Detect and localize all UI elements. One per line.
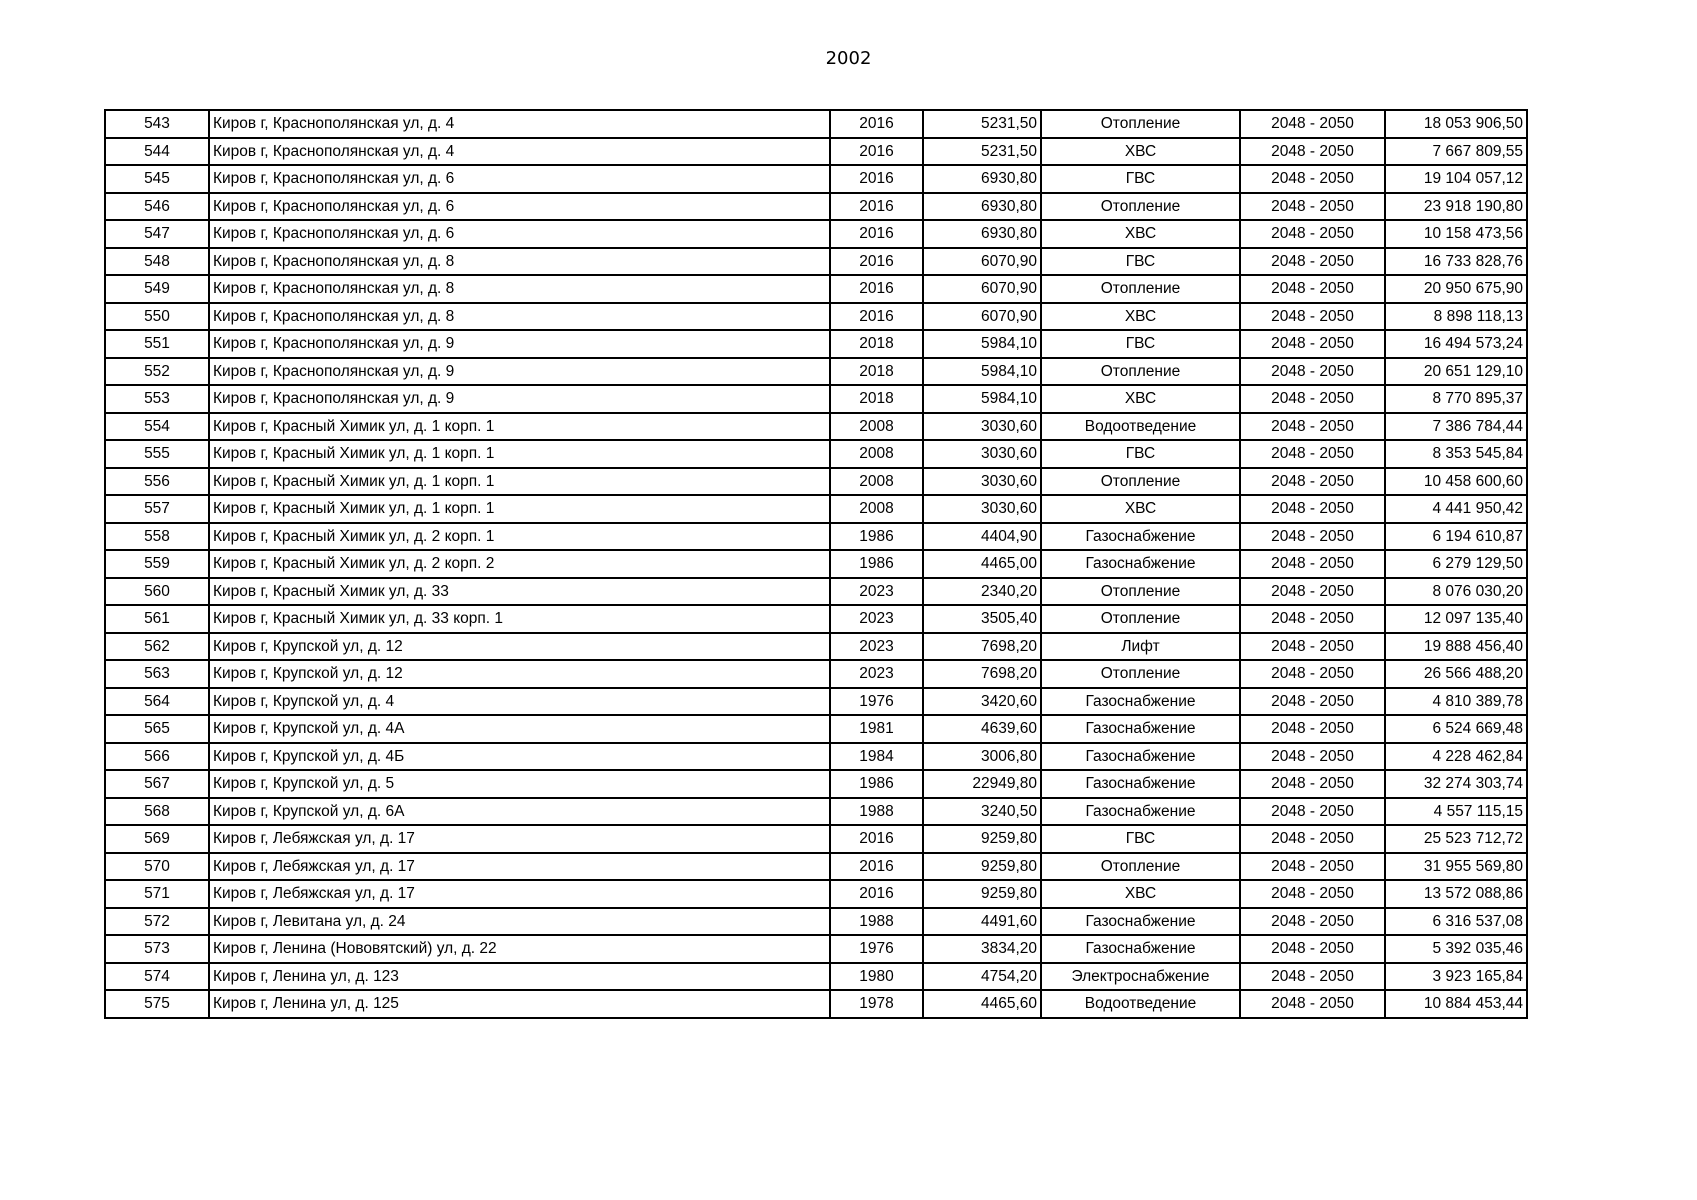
- row-number: 553: [105, 385, 209, 413]
- cost-cell: 13 572 088,86: [1385, 880, 1527, 908]
- year-cell: 2023: [830, 578, 923, 606]
- year-cell: 2016: [830, 275, 923, 303]
- cost-cell: 26 566 488,20: [1385, 660, 1527, 688]
- year-cell: 2018: [830, 330, 923, 358]
- service-cell: Газоснабжение: [1041, 908, 1240, 936]
- year-cell: 2016: [830, 138, 923, 166]
- row-number: 568: [105, 798, 209, 826]
- address-cell: Киров г, Краснополянская ул, д. 6: [209, 220, 830, 248]
- address-cell: Киров г, Лебяжская ул, д. 17: [209, 825, 830, 853]
- cost-cell: 6 316 537,08: [1385, 908, 1527, 936]
- address-cell: Киров г, Краснополянская ул, д. 8: [209, 275, 830, 303]
- service-cell: ГВС: [1041, 440, 1240, 468]
- year-cell: 1980: [830, 963, 923, 991]
- service-cell: ХВС: [1041, 385, 1240, 413]
- table-row: [105, 715, 1527, 743]
- table-row: [105, 110, 1527, 138]
- address-cell: Киров г, Крупской ул, д. 4А: [209, 715, 830, 743]
- area-cell: 22949,80: [923, 770, 1041, 798]
- table-row: [105, 385, 1527, 413]
- service-cell: Водоотведение: [1041, 413, 1240, 441]
- table-row: [105, 413, 1527, 441]
- area-cell: 6930,80: [923, 165, 1041, 193]
- address-cell: Киров г, Красный Химик ул, д. 2 корп. 1: [209, 523, 830, 551]
- year-cell: 2023: [830, 633, 923, 661]
- address-cell: Киров г, Ленина ул, д. 125: [209, 990, 830, 1018]
- area-cell: 2340,20: [923, 578, 1041, 606]
- row-number: 549: [105, 275, 209, 303]
- service-cell: ГВС: [1041, 248, 1240, 276]
- cost-cell: 12 097 135,40: [1385, 605, 1527, 633]
- address-cell: Киров г, Краснополянская ул, д. 4: [209, 138, 830, 166]
- service-cell: Отопление: [1041, 358, 1240, 386]
- row-number: 557: [105, 495, 209, 523]
- period-cell: 2048 - 2050: [1240, 743, 1385, 771]
- row-number: 559: [105, 550, 209, 578]
- period-cell: 2048 - 2050: [1240, 908, 1385, 936]
- cost-cell: 18 053 906,50: [1385, 110, 1527, 138]
- year-cell: 2023: [830, 660, 923, 688]
- service-cell: Газоснабжение: [1041, 935, 1240, 963]
- service-cell: ГВС: [1041, 165, 1240, 193]
- period-cell: 2048 - 2050: [1240, 688, 1385, 716]
- row-number: 544: [105, 138, 209, 166]
- service-cell: Газоснабжение: [1041, 715, 1240, 743]
- area-cell: 3006,80: [923, 743, 1041, 771]
- year-cell: 1988: [830, 908, 923, 936]
- area-cell: 3030,60: [923, 468, 1041, 496]
- period-cell: 2048 - 2050: [1240, 605, 1385, 633]
- period-cell: 2048 - 2050: [1240, 935, 1385, 963]
- period-cell: 2048 - 2050: [1240, 495, 1385, 523]
- year-cell: 2023: [830, 605, 923, 633]
- period-cell: 2048 - 2050: [1240, 303, 1385, 331]
- table-body: [105, 110, 1527, 1018]
- year-cell: 1986: [830, 770, 923, 798]
- period-cell: 2048 - 2050: [1240, 578, 1385, 606]
- period-cell: 2048 - 2050: [1240, 825, 1385, 853]
- service-cell: Отопление: [1041, 110, 1240, 138]
- period-cell: 2048 - 2050: [1240, 660, 1385, 688]
- address-cell: Киров г, Краснополянская ул, д. 4: [209, 110, 830, 138]
- area-cell: 6930,80: [923, 193, 1041, 221]
- table-row: [105, 275, 1527, 303]
- table-row: [105, 495, 1527, 523]
- cost-cell: 10 884 453,44: [1385, 990, 1527, 1018]
- service-cell: ХВС: [1041, 303, 1240, 331]
- year-cell: 2008: [830, 440, 923, 468]
- cost-cell: 19 888 456,40: [1385, 633, 1527, 661]
- cost-cell: 8 770 895,37: [1385, 385, 1527, 413]
- area-cell: 4754,20: [923, 963, 1041, 991]
- year-cell: 1976: [830, 935, 923, 963]
- period-cell: 2048 - 2050: [1240, 990, 1385, 1018]
- row-number: 567: [105, 770, 209, 798]
- service-cell: Отопление: [1041, 193, 1240, 221]
- table-row: [105, 605, 1527, 633]
- period-cell: 2048 - 2050: [1240, 275, 1385, 303]
- cost-cell: 16 733 828,76: [1385, 248, 1527, 276]
- table-row: [105, 853, 1527, 881]
- area-cell: 6070,90: [923, 275, 1041, 303]
- period-cell: 2048 - 2050: [1240, 798, 1385, 826]
- table-row: [105, 798, 1527, 826]
- area-cell: 3505,40: [923, 605, 1041, 633]
- period-cell: 2048 - 2050: [1240, 330, 1385, 358]
- area-cell: 4465,00: [923, 550, 1041, 578]
- service-cell: Отопление: [1041, 578, 1240, 606]
- year-cell: 1981: [830, 715, 923, 743]
- period-cell: 2048 - 2050: [1240, 770, 1385, 798]
- table-row: [105, 303, 1527, 331]
- table-row: [105, 550, 1527, 578]
- cost-cell: 6 194 610,87: [1385, 523, 1527, 551]
- period-cell: 2048 - 2050: [1240, 440, 1385, 468]
- address-cell: Киров г, Ленина (Нововятский) ул, д. 22: [209, 935, 830, 963]
- period-cell: 2048 - 2050: [1240, 963, 1385, 991]
- service-cell: ХВС: [1041, 220, 1240, 248]
- row-number: 574: [105, 963, 209, 991]
- table-row: [105, 633, 1527, 661]
- year-cell: 2016: [830, 880, 923, 908]
- table-row: [105, 770, 1527, 798]
- cost-cell: 3 923 165,84: [1385, 963, 1527, 991]
- service-cell: ХВС: [1041, 880, 1240, 908]
- row-number: 573: [105, 935, 209, 963]
- row-number: 548: [105, 248, 209, 276]
- table-row: [105, 220, 1527, 248]
- row-number: 562: [105, 633, 209, 661]
- period-cell: 2048 - 2050: [1240, 413, 1385, 441]
- service-cell: Лифт: [1041, 633, 1240, 661]
- row-number: 554: [105, 413, 209, 441]
- area-cell: 3834,20: [923, 935, 1041, 963]
- period-cell: 2048 - 2050: [1240, 138, 1385, 166]
- address-cell: Киров г, Лебяжская ул, д. 17: [209, 880, 830, 908]
- area-cell: 5231,50: [923, 110, 1041, 138]
- year-cell: 1986: [830, 550, 923, 578]
- address-cell: Киров г, Красный Химик ул, д. 2 корп. 2: [209, 550, 830, 578]
- service-cell: ГВС: [1041, 330, 1240, 358]
- year-cell: 2008: [830, 468, 923, 496]
- cost-cell: 20 950 675,90: [1385, 275, 1527, 303]
- row-number: 543: [105, 110, 209, 138]
- period-cell: 2048 - 2050: [1240, 853, 1385, 881]
- service-cell: Отопление: [1041, 660, 1240, 688]
- cost-cell: 8 353 545,84: [1385, 440, 1527, 468]
- service-cell: Газоснабжение: [1041, 770, 1240, 798]
- year-cell: 1984: [830, 743, 923, 771]
- row-number: 564: [105, 688, 209, 716]
- year-cell: 2016: [830, 220, 923, 248]
- table-row: [105, 330, 1527, 358]
- cost-cell: 4 557 115,15: [1385, 798, 1527, 826]
- area-cell: 7698,20: [923, 633, 1041, 661]
- service-cell: ГВС: [1041, 825, 1240, 853]
- cost-cell: 5 392 035,46: [1385, 935, 1527, 963]
- address-cell: Киров г, Ленина ул, д. 123: [209, 963, 830, 991]
- service-cell: Газоснабжение: [1041, 688, 1240, 716]
- address-cell: Киров г, Крупской ул, д. 4Б: [209, 743, 830, 771]
- area-cell: 6070,90: [923, 248, 1041, 276]
- table-row: [105, 523, 1527, 551]
- area-cell: 5231,50: [923, 138, 1041, 166]
- cost-cell: 4 228 462,84: [1385, 743, 1527, 771]
- table-row: [105, 825, 1527, 853]
- service-cell: Газоснабжение: [1041, 523, 1240, 551]
- table-row: [105, 358, 1527, 386]
- table-row: [105, 880, 1527, 908]
- area-cell: 4491,60: [923, 908, 1041, 936]
- table-row: [105, 743, 1527, 771]
- cost-cell: 8 076 030,20: [1385, 578, 1527, 606]
- address-cell: Киров г, Краснополянская ул, д. 9: [209, 330, 830, 358]
- area-cell: 3240,50: [923, 798, 1041, 826]
- row-number: 550: [105, 303, 209, 331]
- table-row: [105, 660, 1527, 688]
- table-row: [105, 935, 1527, 963]
- row-number: 572: [105, 908, 209, 936]
- row-number: 569: [105, 825, 209, 853]
- cost-cell: 32 274 303,74: [1385, 770, 1527, 798]
- address-cell: Киров г, Крупской ул, д. 5: [209, 770, 830, 798]
- year-cell: 1988: [830, 798, 923, 826]
- year-cell: 2008: [830, 495, 923, 523]
- area-cell: 3030,60: [923, 440, 1041, 468]
- area-cell: 3030,60: [923, 413, 1041, 441]
- table-row: [105, 908, 1527, 936]
- cost-cell: 6 524 669,48: [1385, 715, 1527, 743]
- year-cell: 2016: [830, 248, 923, 276]
- year-cell: 2016: [830, 853, 923, 881]
- table-row: [105, 248, 1527, 276]
- row-number: 575: [105, 990, 209, 1018]
- address-cell: Киров г, Крупской ул, д. 4: [209, 688, 830, 716]
- table-row: [105, 963, 1527, 991]
- area-cell: 6930,80: [923, 220, 1041, 248]
- area-cell: 7698,20: [923, 660, 1041, 688]
- address-cell: Киров г, Красный Химик ул, д. 1 корп. 1: [209, 495, 830, 523]
- page-number: 2002: [825, 48, 872, 69]
- address-cell: Киров г, Краснополянская ул, д. 8: [209, 248, 830, 276]
- cost-cell: 19 104 057,12: [1385, 165, 1527, 193]
- year-cell: 2008: [830, 413, 923, 441]
- row-number: 560: [105, 578, 209, 606]
- year-cell: 2018: [830, 385, 923, 413]
- area-cell: 4639,60: [923, 715, 1041, 743]
- row-number: 563: [105, 660, 209, 688]
- area-cell: 3420,60: [923, 688, 1041, 716]
- row-number: 546: [105, 193, 209, 221]
- table-row: [105, 165, 1527, 193]
- area-cell: 9259,80: [923, 825, 1041, 853]
- period-cell: 2048 - 2050: [1240, 550, 1385, 578]
- row-number: 558: [105, 523, 209, 551]
- table-row: [105, 990, 1527, 1018]
- service-cell: Отопление: [1041, 605, 1240, 633]
- period-cell: 2048 - 2050: [1240, 220, 1385, 248]
- year-cell: 1986: [830, 523, 923, 551]
- address-cell: Киров г, Краснополянская ул, д. 9: [209, 385, 830, 413]
- period-cell: 2048 - 2050: [1240, 715, 1385, 743]
- row-number: 571: [105, 880, 209, 908]
- address-cell: Киров г, Крупской ул, д. 12: [209, 660, 830, 688]
- period-cell: 2048 - 2050: [1240, 193, 1385, 221]
- cost-cell: 4 441 950,42: [1385, 495, 1527, 523]
- address-cell: Киров г, Краснополянская ул, д. 8: [209, 303, 830, 331]
- row-number: 547: [105, 220, 209, 248]
- service-cell: Водоотведение: [1041, 990, 1240, 1018]
- table-row: [105, 440, 1527, 468]
- service-cell: Отопление: [1041, 468, 1240, 496]
- period-cell: 2048 - 2050: [1240, 248, 1385, 276]
- row-number: 551: [105, 330, 209, 358]
- address-cell: Киров г, Левитана ул, д. 24: [209, 908, 830, 936]
- cost-cell: 6 279 129,50: [1385, 550, 1527, 578]
- address-cell: Киров г, Красный Химик ул, д. 1 корп. 1: [209, 468, 830, 496]
- service-cell: Газоснабжение: [1041, 550, 1240, 578]
- area-cell: 3030,60: [923, 495, 1041, 523]
- row-number: 570: [105, 853, 209, 881]
- year-cell: 2016: [830, 193, 923, 221]
- address-cell: Киров г, Краснополянская ул, д. 6: [209, 193, 830, 221]
- area-cell: 9259,80: [923, 880, 1041, 908]
- address-cell: Киров г, Краснополянская ул, д. 6: [209, 165, 830, 193]
- service-cell: Отопление: [1041, 275, 1240, 303]
- service-cell: ХВС: [1041, 138, 1240, 166]
- year-cell: 1978: [830, 990, 923, 1018]
- area-cell: 6070,90: [923, 303, 1041, 331]
- cost-cell: 20 651 129,10: [1385, 358, 1527, 386]
- service-cell: ХВС: [1041, 495, 1240, 523]
- row-number: 552: [105, 358, 209, 386]
- cost-cell: 10 158 473,56: [1385, 220, 1527, 248]
- area-cell: 9259,80: [923, 853, 1041, 881]
- row-number: 545: [105, 165, 209, 193]
- address-cell: Киров г, Краснополянская ул, д. 9: [209, 358, 830, 386]
- period-cell: 2048 - 2050: [1240, 468, 1385, 496]
- row-number: 566: [105, 743, 209, 771]
- address-cell: Киров г, Крупской ул, д. 6А: [209, 798, 830, 826]
- year-cell: 2018: [830, 358, 923, 386]
- row-number: 555: [105, 440, 209, 468]
- cost-cell: 16 494 573,24: [1385, 330, 1527, 358]
- cost-cell: 25 523 712,72: [1385, 825, 1527, 853]
- address-cell: Киров г, Красный Химик ул, д. 33: [209, 578, 830, 606]
- cost-cell: 7 386 784,44: [1385, 413, 1527, 441]
- service-cell: Электроснабжение: [1041, 963, 1240, 991]
- cost-cell: 4 810 389,78: [1385, 688, 1527, 716]
- area-cell: 5984,10: [923, 358, 1041, 386]
- service-cell: Газоснабжение: [1041, 798, 1240, 826]
- period-cell: 2048 - 2050: [1240, 633, 1385, 661]
- service-cell: Отопление: [1041, 853, 1240, 881]
- period-cell: 2048 - 2050: [1240, 358, 1385, 386]
- cost-cell: 7 667 809,55: [1385, 138, 1527, 166]
- address-cell: Киров г, Крупской ул, д. 12: [209, 633, 830, 661]
- row-number: 561: [105, 605, 209, 633]
- period-cell: 2048 - 2050: [1240, 523, 1385, 551]
- row-number: 556: [105, 468, 209, 496]
- year-cell: 1976: [830, 688, 923, 716]
- building-registry-table: [104, 109, 1528, 1019]
- cost-cell: 8 898 118,13: [1385, 303, 1527, 331]
- row-number: 565: [105, 715, 209, 743]
- address-cell: Киров г, Красный Химик ул, д. 1 корп. 1: [209, 413, 830, 441]
- table-row: [105, 578, 1527, 606]
- table-row: [105, 688, 1527, 716]
- area-cell: 5984,10: [923, 385, 1041, 413]
- period-cell: 2048 - 2050: [1240, 165, 1385, 193]
- year-cell: 2016: [830, 110, 923, 138]
- area-cell: 5984,10: [923, 330, 1041, 358]
- period-cell: 2048 - 2050: [1240, 880, 1385, 908]
- service-cell: Газоснабжение: [1041, 743, 1240, 771]
- area-cell: 4465,60: [923, 990, 1041, 1018]
- table-row: [105, 468, 1527, 496]
- address-cell: Киров г, Лебяжская ул, д. 17: [209, 853, 830, 881]
- cost-cell: 31 955 569,80: [1385, 853, 1527, 881]
- area-cell: 4404,90: [923, 523, 1041, 551]
- table-row: [105, 138, 1527, 166]
- cost-cell: 23 918 190,80: [1385, 193, 1527, 221]
- table-row: [105, 193, 1527, 221]
- address-cell: Киров г, Красный Химик ул, д. 33 корп. 1: [209, 605, 830, 633]
- cost-cell: 10 458 600,60: [1385, 468, 1527, 496]
- year-cell: 2016: [830, 825, 923, 853]
- year-cell: 2016: [830, 165, 923, 193]
- year-cell: 2016: [830, 303, 923, 331]
- address-cell: Киров г, Красный Химик ул, д. 1 корп. 1: [209, 440, 830, 468]
- period-cell: 2048 - 2050: [1240, 110, 1385, 138]
- period-cell: 2048 - 2050: [1240, 385, 1385, 413]
